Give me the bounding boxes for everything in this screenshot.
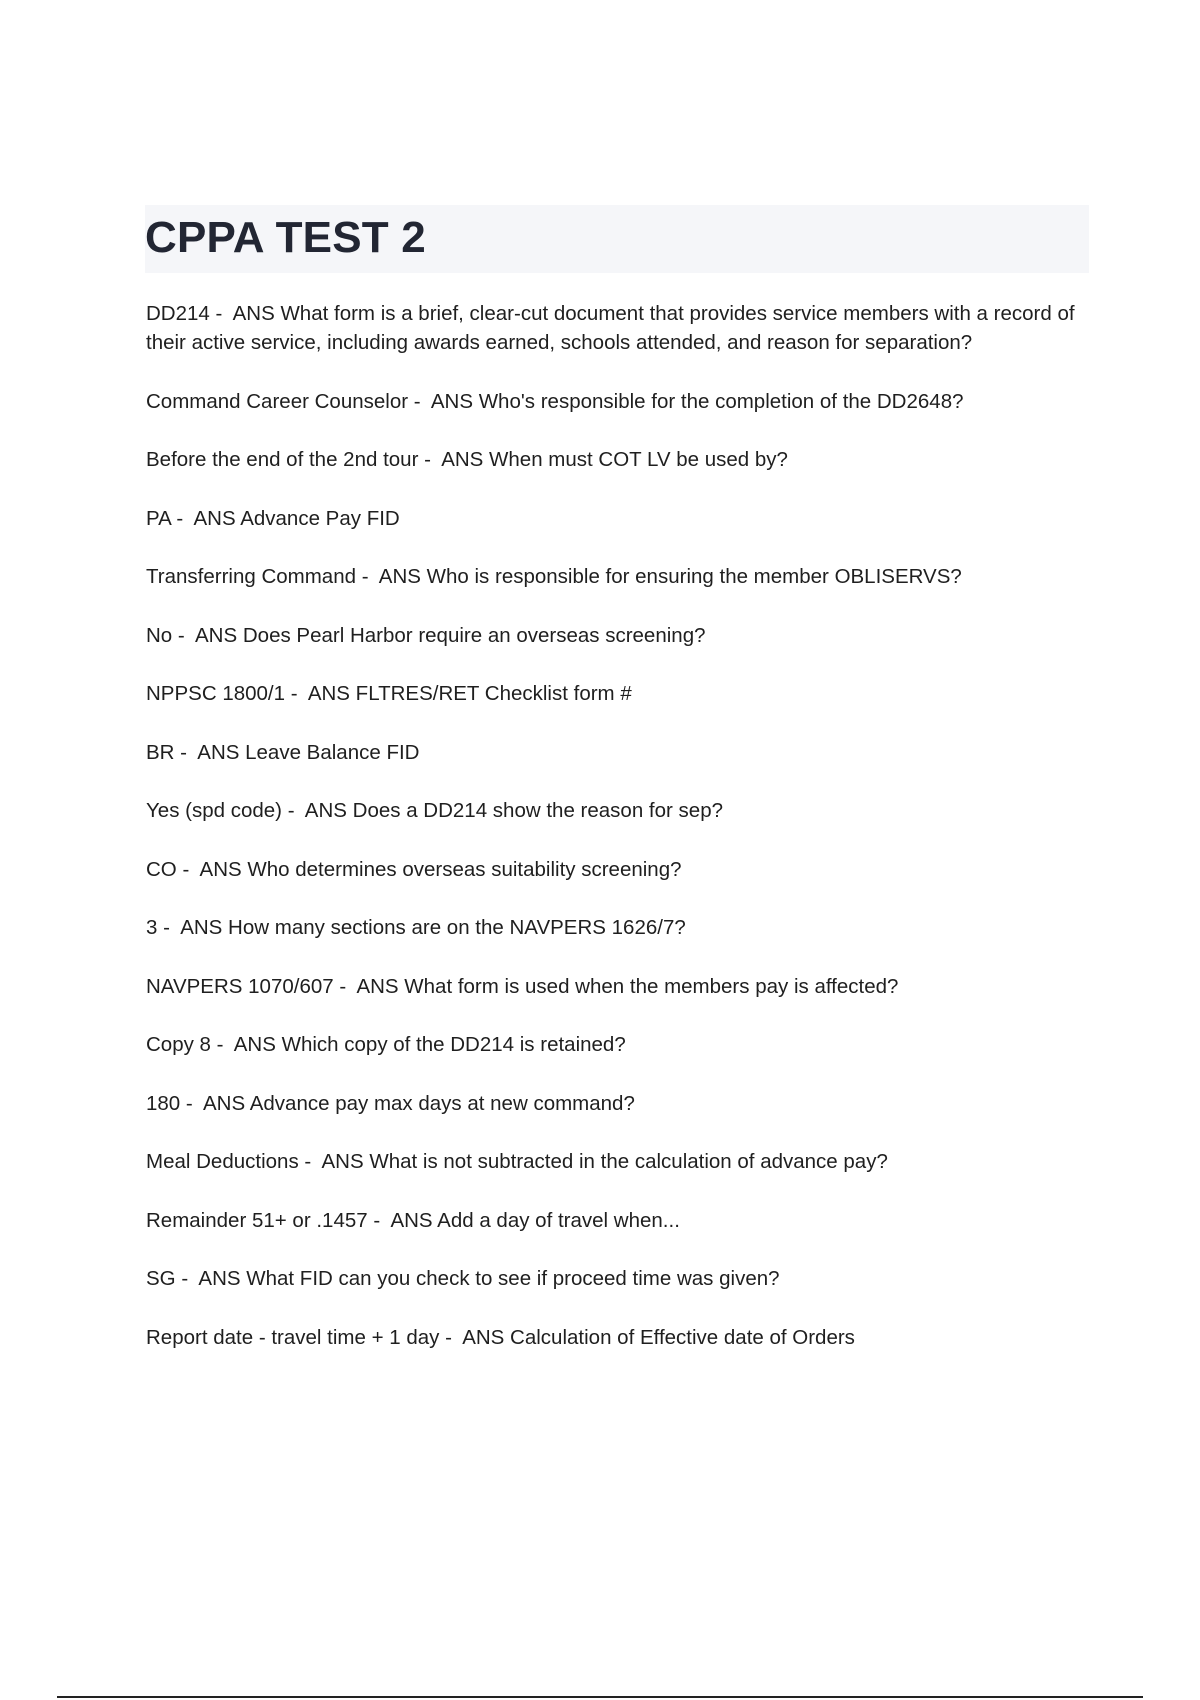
qa-answer: Before the end of the 2nd tour (146, 448, 419, 471)
qa-item (146, 504, 1086, 533)
qa-separator: - ANS (210, 1033, 282, 1056)
qa-separator: - ANS (174, 740, 246, 764)
qa-question: Add a day of travel when... (437, 1208, 680, 1232)
qa-separator: - ANS (367, 1208, 438, 1232)
qa-answer: 180 (146, 1091, 181, 1115)
qa-question: FLTRES/RET Checklist form # (355, 682, 632, 705)
qa-question: Which copy of the DD214 is retained? (281, 1033, 626, 1056)
qa-answer: 3 (146, 916, 158, 939)
qa-question: Does Pearl Harbor require an overseas screening? (242, 623, 706, 647)
qa-question: How many sections are on the NAVPERS 1626/7? (228, 916, 686, 939)
qa-separator: - ANS (157, 916, 229, 939)
qa-answer: Command Career Counselor (146, 389, 409, 413)
footer-rule (57, 1696, 1143, 1698)
qa-question: What form is a brief, clear-cut document that provides service members with a record of their active service, including awards earned, schools attended, and reason for separation? (146, 302, 1075, 354)
qa-answer: Yes (spd code) (146, 799, 282, 822)
qa-question: Leave Balance FID (245, 740, 420, 764)
qa-question: When must COT LV be used by? (489, 448, 788, 471)
qa-item (146, 1264, 1086, 1293)
qa-item (146, 1323, 1086, 1352)
qa-separator: - ANS (333, 974, 405, 998)
qa-question: Who is responsible for ensuring the member OBLISERVS? (426, 565, 962, 588)
qa-answer: Report date - travel time + 1 day (146, 1325, 440, 1349)
qa-separator: - ANS (175, 1267, 247, 1290)
qa-item (146, 445, 1086, 474)
qa-item (146, 972, 1086, 1001)
qa-answer: BR (146, 740, 175, 764)
qa-item (146, 621, 1086, 650)
qa-answer: Transferring Command (146, 565, 357, 588)
qa-answer: Copy 8 (146, 1033, 211, 1056)
qa-question: What is not subtracted in the calculation of advance pay? (369, 1150, 888, 1173)
qa-question: What form is used when the members pay is affected? (404, 974, 899, 998)
qa-item (146, 1206, 1086, 1235)
qa-answer: NPPSC 1800/1 (146, 682, 286, 705)
qa-question: Calculation of Effective date of Orders (510, 1325, 855, 1349)
title-band (145, 205, 1089, 273)
document-title: CPPA TEST 2 (145, 213, 426, 262)
qa-item (146, 1030, 1086, 1059)
qa-separator: - ANS (408, 389, 479, 413)
qa-answer: Meal Deductions (146, 1150, 299, 1173)
qa-item (146, 738, 1086, 767)
qa-question: What FID can you check to see if proceed time was given? (246, 1267, 780, 1290)
qa-answer: PA (146, 506, 171, 530)
qa-separator: - ANS (180, 1091, 250, 1115)
qa-answer: No (146, 623, 173, 647)
qa-separator: - ANS (170, 506, 241, 530)
qa-item (146, 796, 1086, 825)
qa-answer: DD214 (146, 302, 210, 325)
qa-answer: SG (146, 1267, 176, 1290)
qa-list (146, 299, 1086, 1381)
qa-separator: - ANS (282, 799, 353, 822)
qa-item (146, 387, 1086, 416)
qa-separator: - ANS (298, 1150, 370, 1173)
qa-question: Advance Pay FID (240, 506, 400, 530)
qa-question: Does a DD214 show the reason for sep? (352, 799, 723, 822)
qa-answer: Remainder 51+ or .1457 (146, 1208, 368, 1232)
qa-separator: - ANS (176, 857, 248, 881)
qa-item (146, 679, 1086, 708)
qa-item (146, 299, 1086, 357)
qa-separator: - ANS (418, 448, 490, 471)
qa-separator: - ANS (356, 565, 427, 588)
qa-item (146, 562, 1086, 591)
qa-separator: - ANS (209, 302, 281, 325)
qa-question: Advance pay max days at new command? (249, 1091, 635, 1115)
qa-separator: - ANS (439, 1325, 511, 1349)
qa-question: Who's responsible for the completion of the DD2648? (478, 389, 964, 413)
qa-item (146, 855, 1086, 884)
qa-separator: - ANS (172, 623, 243, 647)
qa-item (146, 913, 1086, 942)
qa-separator: - ANS (285, 682, 356, 705)
qa-question: Who determines overseas suitability screening? (247, 857, 682, 881)
qa-item (146, 1147, 1086, 1176)
qa-item (146, 1089, 1086, 1118)
qa-answer: CO (146, 857, 177, 881)
qa-answer: NAVPERS 1070/607 (146, 974, 334, 998)
